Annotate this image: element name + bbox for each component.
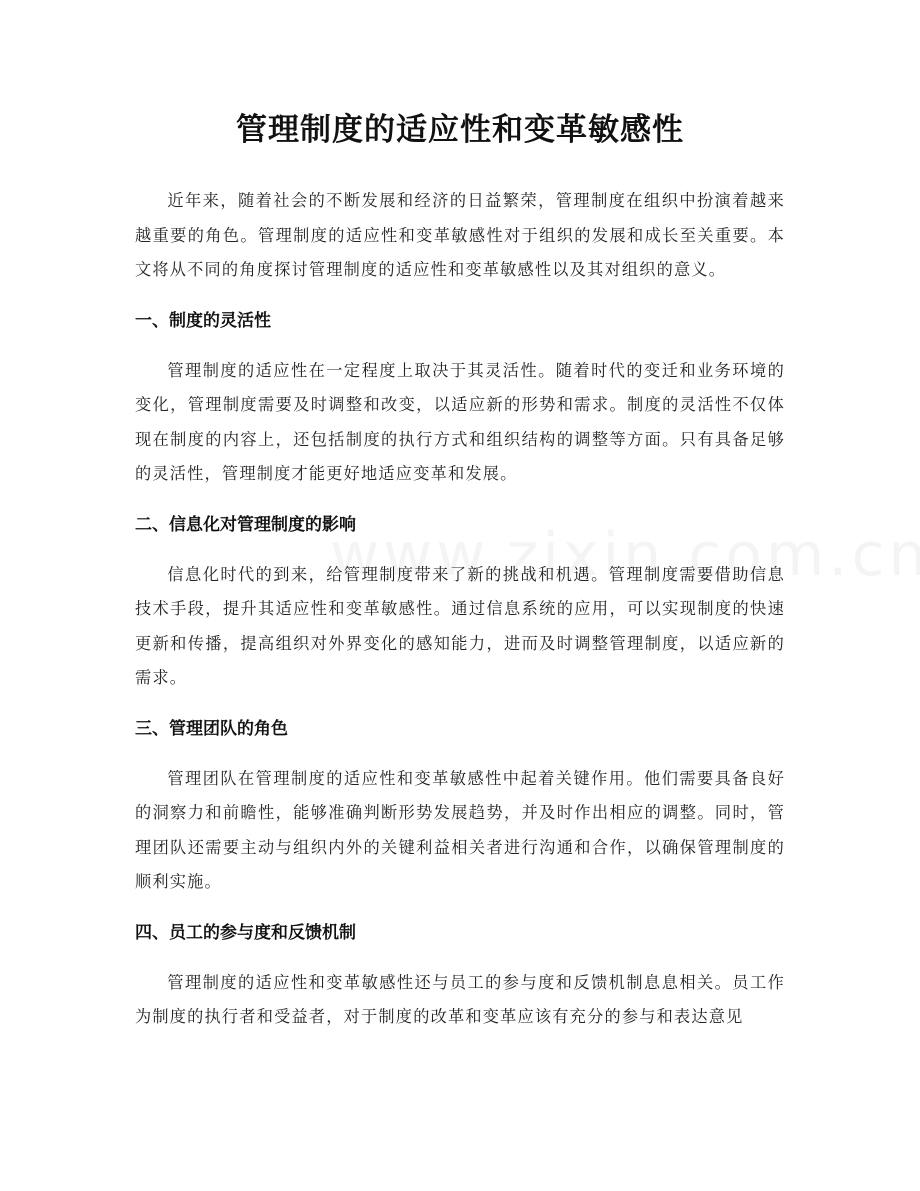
section-paragraph-3: 管理团队在管理制度的适应性和变革敏感性中起着关键作用。他们需要具备良好的洞察力和前瞻性，能够准确判断形势发展趋势，并及时作出相应的调整。同时，管理团队还需要主动与组织内外的关键利益相关者进行沟通和合作，以确保管理制度的顺利实施。 (135, 768, 785, 891)
section-heading-3: 三、管理团队的角色 (135, 718, 288, 739)
intro-paragraph: 近年来，随着社会的不断发展和经济的日益繁荣，管理制度在组织中扮演着越来越重要的角色。管理制度的适应性和变革敏感性对于组织的发展和成长至关重要。本文将从不同的角度探讨管理制度的适应性和变革敏感性以及其对组织的意义。 (135, 191, 785, 279)
section-heading-2: 二、信息化对管理制度的影响 (135, 514, 356, 535)
page-title: 管理制度的适应性和变革敏感性 (236, 112, 684, 148)
document-body (135, 184, 785, 1035)
section-paragraph-1: 管理制度的适应性在一定程度上取决于其灵活性。随着时代的变迁和业务环境的变化，管理制度需要及时调整和改变，以适应新的形势和需求。制度的灵活性不仅体现在制度的内容上，还包括制度的执行方式和组织结构的调整等方面。只有具备足够的灵活性，管理制度才能更好地适应变革和发展。 (135, 360, 785, 483)
section-paragraph-2: 信息化时代的到来，给管理制度带来了新的挑战和机遇。管理制度需要借助信息技术手段，提升其适应性和变革敏感性。通过信息系统的应用，可以实现制度的快速更新和传播，提高组织对外界变化的感知能力，进而及时调整管理制度，以适应新的需求。 (135, 564, 785, 687)
section-heading-1: 一、制度的灵活性 (135, 310, 271, 331)
section-paragraph-4: 管理制度的适应性和变革敏感性还与员工的参与度和反馈机制息息相关。员工作为制度的执行者和受益者，对于制度的改革和变革应该有充分的参与和表达意见 (135, 972, 785, 1026)
section-heading-4: 四、员工的参与度和反馈机制 (135, 922, 356, 943)
